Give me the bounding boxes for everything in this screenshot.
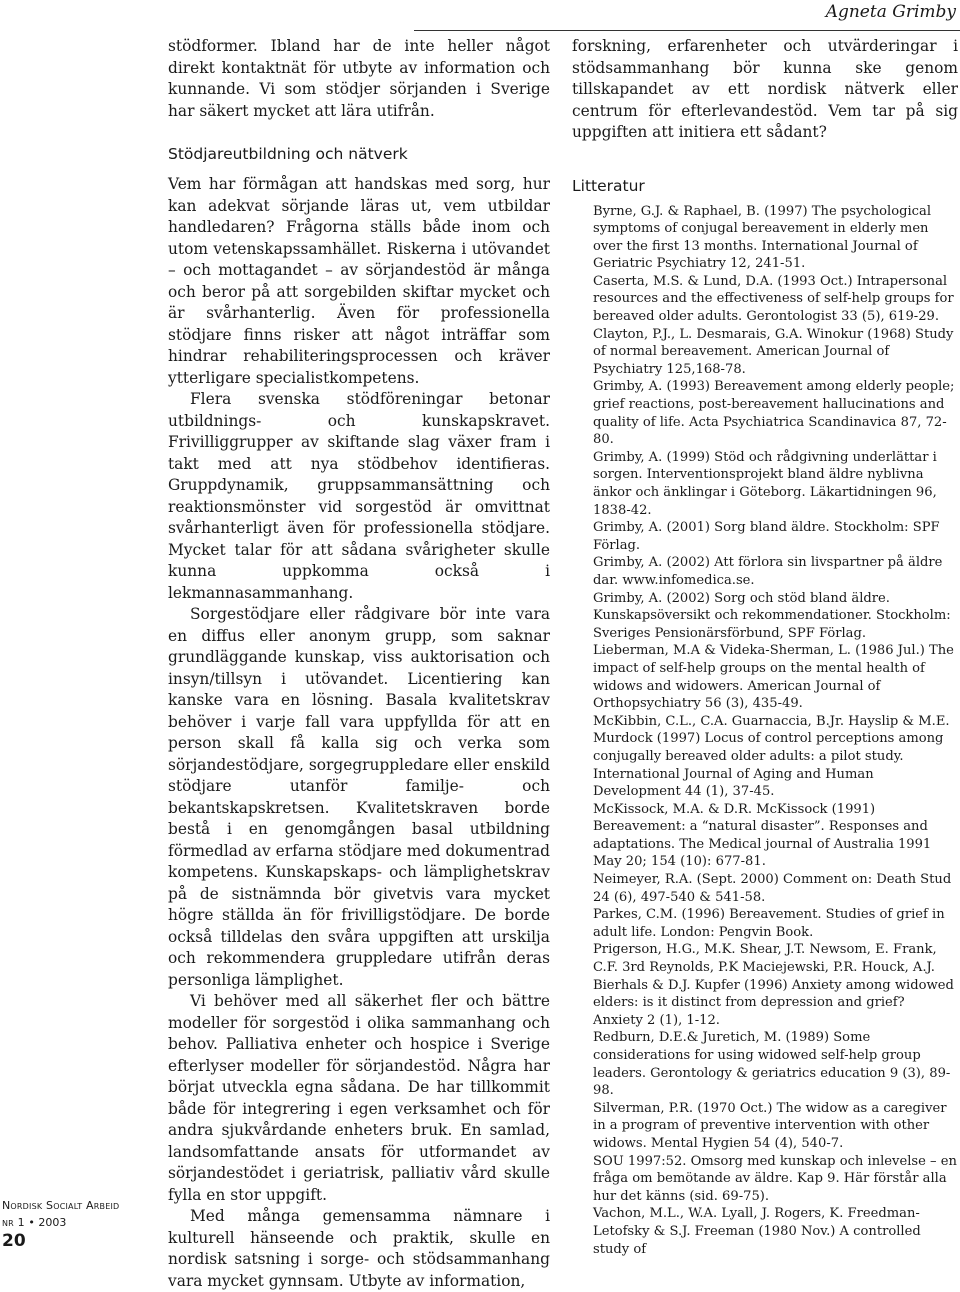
reference-item: Neimeyer, R.A. (Sept. 2000) Comment on: Death Stud 24 (6), 497-540 & 541-58. (593, 872, 952, 905)
intro-paragraph: stödformer. Ibland har de inte heller något direkt kontaktnät för utbyte av information och kunnande. Vi som stödjer sörjanden i Sverige har säkert mycket att lära utifrån. (168, 37, 550, 120)
reference-item: Silverman, P.R. (1970 Oct.) The widow as a caregiver in a program of preventive intervention with other widows. Mental Hygien 54 (4), 540-7. (593, 1100, 947, 1151)
continued-paragraph: forskning, erfarenheter och utvärderingar i stödsammanhang bör kunna ske genom tillskapandet av ett nordisk nätverk eller centrum för efterlevandestöd. Vem tar på sig uppgiften att initiera ett sådant? (572, 37, 958, 141)
header-rule (414, 30, 960, 31)
body-paragraph: Sorgestödjare eller rådgivare bör inte vara en diffus eller anonym grupp, som saknar grundläggande kunskap, viss auktorisation och insyn/tillsyn i utövandet. Licentiering kan kanske vara en lösning. Basala kvalitetskrav behöver i varje fall vara uppfyllda för att en person skall få kalla sig och verka som sörjandestödjare, sorgegruppledare eller enskild stödjare utanför familje- och bekantskapskretsen. Kvalitetskraven borde bestå i en genomgången basal utbildning förmedlad av erfarna stödjare med dokumentrad kompetens. Kunskapskaps- och lämplighetskrav på de sistnämnda bör givetvis vara mycket högre ställda än för frivilligstödjare. De borde också tilldelas den svåra uppgiften att urskilja och rekommendera gruppledare utifrån deras personliga lämplighet. (168, 605, 550, 989)
reference-item: Grimby, A. (2002) Sorg och stöd bland äldre. Kunskapsöversikt och rekommendationer. Stockholm: Sveriges Pensionärsförbund, SPF Förlag. (593, 590, 951, 641)
reference-list (572, 203, 958, 1259)
issue-line (2, 1214, 132, 1231)
reference-item: SOU 1997:52. Omsorg med kunskap och inlevelse – en fråga om bemötande av äldre. Kap 9. Här förstår alla hur det känns (sid. 69-75). (593, 1153, 957, 1204)
reference-item: Redburn, D.E.& Juretich, M. (1989) Some considerations for using widowed self-help group leaders. Gerontology & geriatrics education 9 (3), 89-98. (593, 1030, 951, 1099)
issue-separator: • (28, 1216, 35, 1229)
reference-item: Prigerson, H.G., M.K. Shear, J.T. Newsom, E. Frank, C.F. 3rd Reynolds, P.K Maciejewski, P.R. Houck, A.J. Bierhals & D.J. Kupfer (1996) Anxiety among widowed elders: is it distinct from depression and grief? Anxiety 2 (1), 1-12. (593, 942, 954, 1028)
page-number: 20 (2, 1231, 26, 1251)
journal-name: Nordisk Socialt Arbeid (2, 1199, 120, 1212)
journal-footer (2, 1197, 132, 1250)
body-paragraph: Med många gemensamma nämnare i kulturell hänseende och praktik, skulle en nordisk satsning i sorge- och stödsammanhang vara mycket gynnsam. Utbyte av information, (168, 1207, 550, 1290)
body-paragraph: Flera svenska stödföreningar betonar utbildnings- och kunskapskravet. Frivilliggrupper av skiftande slag växer fram i takt med att nya stödbehov identifieras. Gruppdynamik, gruppsammansättning och reaktionsmönster vid sorgestöd är omvittnat svårhanterligt även för professionella stödjare. Mycket talar för att sådana svårigheter skulle kunna uppkomma också i lekmannasammanhang. (168, 390, 550, 602)
references-heading: Litteratur (572, 176, 645, 195)
right-column (572, 36, 958, 1258)
reference-item: Grimby, A. (2002) Att förlora sin livspartner på äldre dar. www.infomedica.se. (593, 555, 943, 588)
running-header-author: Agneta Grimby (825, 2, 956, 22)
reference-item: Lieberman, M.A & Videka-Sherman, L. (1986 Jul.) The impact of self-help groups on the mental health of widows and widowers. American Journal of Orthopsychiatry 56 (3), 435-49. (593, 643, 954, 712)
reference-item: Grimby, A. (1993) Bereavement among elderly people; grief reactions, post-bereavement hallucinations and quality of life. Acta Psychiatrica Scandinavica 87, 72-80. (593, 379, 955, 448)
body-paragraph: Vi behöver med all säkerhet fler och bättre modeller för sorgestöd i olika sammanhang och behov. Palliativa enheter och hospice i Sverige efterlyser modeller för sörjandestöd. Några har börjat utveckla egna sådana. De har tillkommit både för integrering i egen verksamhet och för andra sjukvårdande enheters bruk. En samlad, landsomfattande ansats för utformandet av sörjandestödet i geriatrisk, palliativ vård skulle fylla en stor uppgift. (168, 992, 550, 1204)
reference-item: Vachon, M.L., W.A. Lyall, J. Rogers, K. Freedman-Letofsky & S.J. Freeman (1980 Nov.) A controlled study of (593, 1206, 921, 1257)
reference-item: Caserta, M.S. & Lund, D.A. (1993 Oct.) Intrapersonal resources and the effectiveness of self-help groups for bereaved older adults. Gerontologist 33 (5), 619-29. (593, 273, 954, 325)
issue-number: nr 1 (2, 1216, 25, 1229)
reference-item: Grimby, A. (1999) Stöd och rådgivning underlättar i sorgen. Interventionsprojekt bland äldre nyblivna änkor och änklingar i Göteborg. Läkartidningen 96, 1838-42. (593, 449, 937, 518)
reference-item: Grimby, A. (2001) Sorg bland äldre. Stockholm: SPF Förlag. (593, 520, 940, 553)
section-heading: Stödjareutbildning och nätverk (168, 145, 408, 163)
issue-year: 2003 (38, 1216, 67, 1229)
reference-item: Parkes, C.M. (1996) Bereavement. Studies of grief in adult life. London: Pengvin Book. (593, 907, 945, 940)
reference-item: Clayton, P.J., L. Desmarais, G.A. Winokur (1968) Study of normal bereavement. American Journal of Psychiatry 125,168-78. (593, 326, 954, 377)
reference-item: McKissock, M.A. & D.R. McKissock (1991) Bereavement: a “natural disaster”. Responses and adaptations. The Medical journal of Australia 1991 May 20; 154 (10): 677-81. (593, 801, 932, 870)
reference-item: Byrne, G.J. & Raphael, B. (1997) The psychological symptoms of conjugal bereavement in elderly men over the first 13 months. International Journal of Geriatric Psychiatry 12, 241-51. (593, 203, 932, 272)
body-paragraph: Vem har förmågan att handskas med sorg, hur kan adekvat sörjande läras ut, vem utbildar handledaren? Frågorna ställs både inom och utom vetenskapssamhället. Riskerna i utövandet – och mottagandet – av sörjandestöd är många och beror på att sorgebilden skiftar mycket och är svårhanterlig. Även för professionella stödjare finns risker att något inträffar som hindrar rehabiliteringsprocessen och kräver ytterligare specialistkompetens. (168, 175, 550, 387)
reference-item: McKibbin, C.L., C.A. Guarnaccia, B.Jr. Hayslip & M.E. Murdock (1997) Locus of control perceptions among conjugally bereaved older adults: a pilot study. International Journal of Aging and Human Development 44 (1), 37-45. (593, 713, 950, 800)
left-column (168, 36, 550, 1292)
